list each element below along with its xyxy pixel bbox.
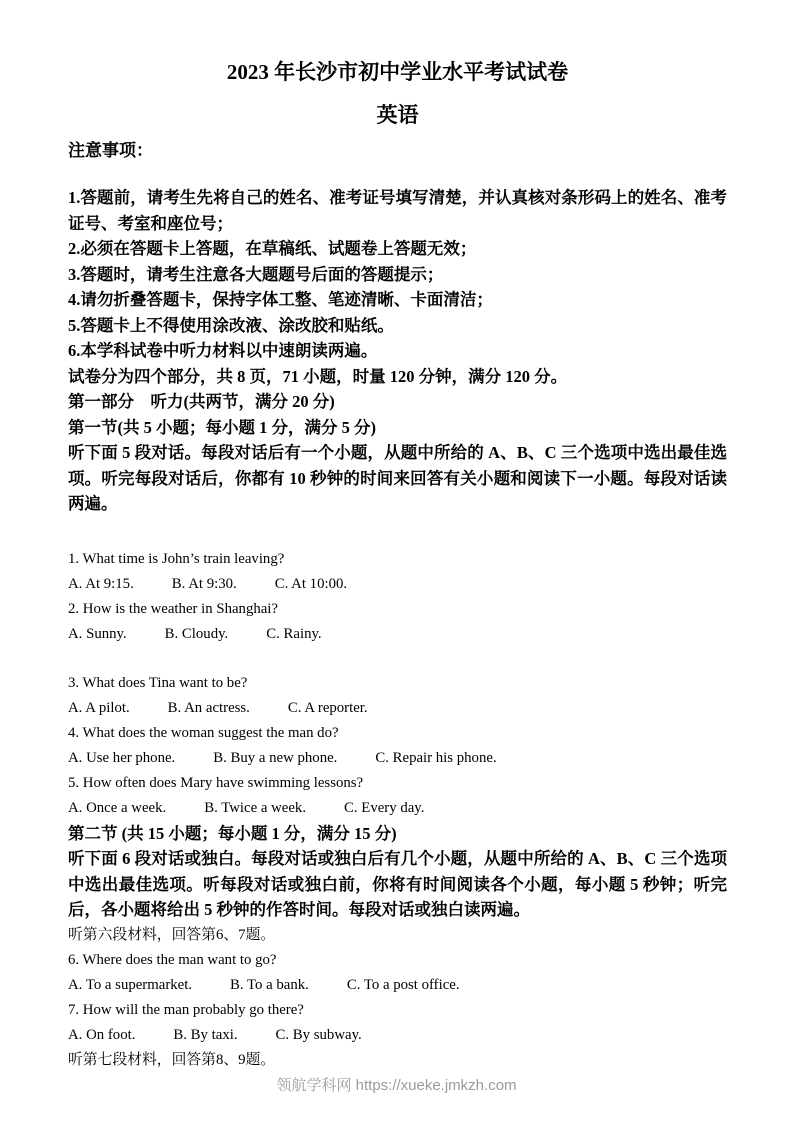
answer-option: A. Once a week. bbox=[68, 799, 167, 816]
spacer bbox=[68, 647, 727, 671]
answer-option: B. Cloudy. bbox=[164, 625, 229, 642]
spacer bbox=[68, 517, 727, 547]
part1-heading: 第一部分 听力(共两节，满分 20 分) bbox=[68, 392, 335, 411]
answer-option: A. To a supermarket. bbox=[68, 976, 193, 993]
answer-option: C. To a post office. bbox=[346, 976, 460, 993]
subject-title: 英语 bbox=[376, 103, 419, 127]
question-4-options bbox=[68, 746, 727, 771]
notice-item-4: 4.请勿折叠答题卡，保持字体工整、笔迹清晰、卡面清洁； bbox=[68, 290, 493, 309]
answer-option: A. A pilot. bbox=[68, 699, 130, 716]
answer-option: B. By taxi. bbox=[173, 1026, 238, 1043]
question-2: 2. How is the weather in Shanghai? bbox=[68, 600, 278, 617]
section1-heading: 第一节(共 5 小题；每小题 1 分，满分 5 分) bbox=[68, 417, 376, 437]
notice-item-3: 3.答题时，请考生注意各大题题号后面的答题提示； bbox=[68, 264, 444, 284]
question-7-options bbox=[68, 1023, 727, 1048]
question-4: 4. What does the woman suggest the man do? bbox=[68, 724, 339, 741]
section2-heading: 第二节 (共 15 小题；每小题 1 分，满分 15 分) bbox=[68, 823, 397, 843]
answer-option: C. By subway. bbox=[275, 1026, 362, 1043]
answer-option: C. At 10:00. bbox=[274, 575, 348, 592]
answer-option: A. At 9:15. bbox=[68, 575, 134, 592]
notice-item-2: 2.必须在答题卡上答题，在草稿纸、试题卷上答题无效； bbox=[68, 239, 477, 258]
answer-option: C. Repair his phone. bbox=[375, 749, 497, 766]
answer-option: B. To a bank. bbox=[230, 976, 309, 993]
material-6-note: 听第六段材料，回答第6、7题。 bbox=[68, 926, 276, 943]
question-6-options bbox=[68, 973, 727, 998]
question-1: 1. What time is John’s train leaving? bbox=[68, 550, 285, 567]
question-5: 5. How often does Mary have swimming lessons? bbox=[68, 774, 364, 791]
document-body bbox=[68, 58, 727, 1073]
notice-item-5: 5.答题卡上不得使用涂改液、涂改胶和贴纸。 bbox=[68, 315, 394, 335]
notice-item-1: 1.答题前，请考生先将自己的姓名、准考证号填写清楚，并认真核对条形码上的姓名、准考证号、考室和座位号； bbox=[68, 188, 727, 233]
answer-option: A. Sunny. bbox=[68, 625, 127, 642]
answer-option: B. An actress. bbox=[167, 699, 250, 716]
question-5-options bbox=[68, 796, 727, 821]
answer-option: C. Rainy. bbox=[266, 625, 322, 642]
answer-option: A. Use her phone. bbox=[68, 749, 176, 766]
question-6: 6. Where does the man want to go? bbox=[68, 951, 277, 968]
watermark-text: 领航学科网 https://xueke.jmkzh.com bbox=[276, 1077, 517, 1094]
answer-option: A. On foot. bbox=[68, 1026, 136, 1043]
exam-title: 2023 年长沙市初中学业水平考试试卷 bbox=[226, 60, 569, 84]
answer-option: B. At 9:30. bbox=[171, 575, 237, 592]
watermark bbox=[0, 1076, 793, 1096]
answer-option: B. Twice a week. bbox=[204, 799, 307, 816]
notice-item-6: 6.本学科试卷中听力材料以中速朗读两遍。 bbox=[68, 341, 378, 360]
question-7: 7. How will the man probably go there? bbox=[68, 1001, 304, 1018]
answer-option: B. Buy a new phone. bbox=[213, 749, 338, 766]
question-3-options bbox=[68, 696, 727, 721]
answer-option: C. A reporter. bbox=[287, 699, 368, 716]
material-7-note: 听第七段材料，回答第8、9题。 bbox=[68, 1051, 276, 1068]
section1-instructions: 听下面 5 段对话。每段对话后有一个小题，从题中所给的 A、B、C 三个选项中选出最佳选项。听完每段对话后，你都有 10 秒钟的时间来回答有关小题和阅读下一小题。每段对话读两遍。 bbox=[68, 443, 727, 513]
notice-header: 注意事项： bbox=[68, 141, 153, 160]
section2-instructions: 听下面 6 段对话或独白。每段对话或独白后有几个小题，从题中所给的 A、B、C 三个选项中选出最佳选项。听每段对话或独白前，你将有时间阅读各个小题，每小题 5 秒钟；听完后，各小题将给出 5 秒钟的作答时间。每段对话或独白读两遍。 bbox=[68, 849, 727, 919]
exam-info: 试卷分为四个部分，共 8 页，71 小题，时量 120 分钟，满分 120 分。 bbox=[68, 366, 568, 386]
question-3: 3. What does Tina want to be? bbox=[68, 674, 248, 691]
question-1-options bbox=[68, 572, 727, 597]
answer-option: C. Every day. bbox=[344, 799, 425, 816]
question-2-options bbox=[68, 622, 727, 647]
